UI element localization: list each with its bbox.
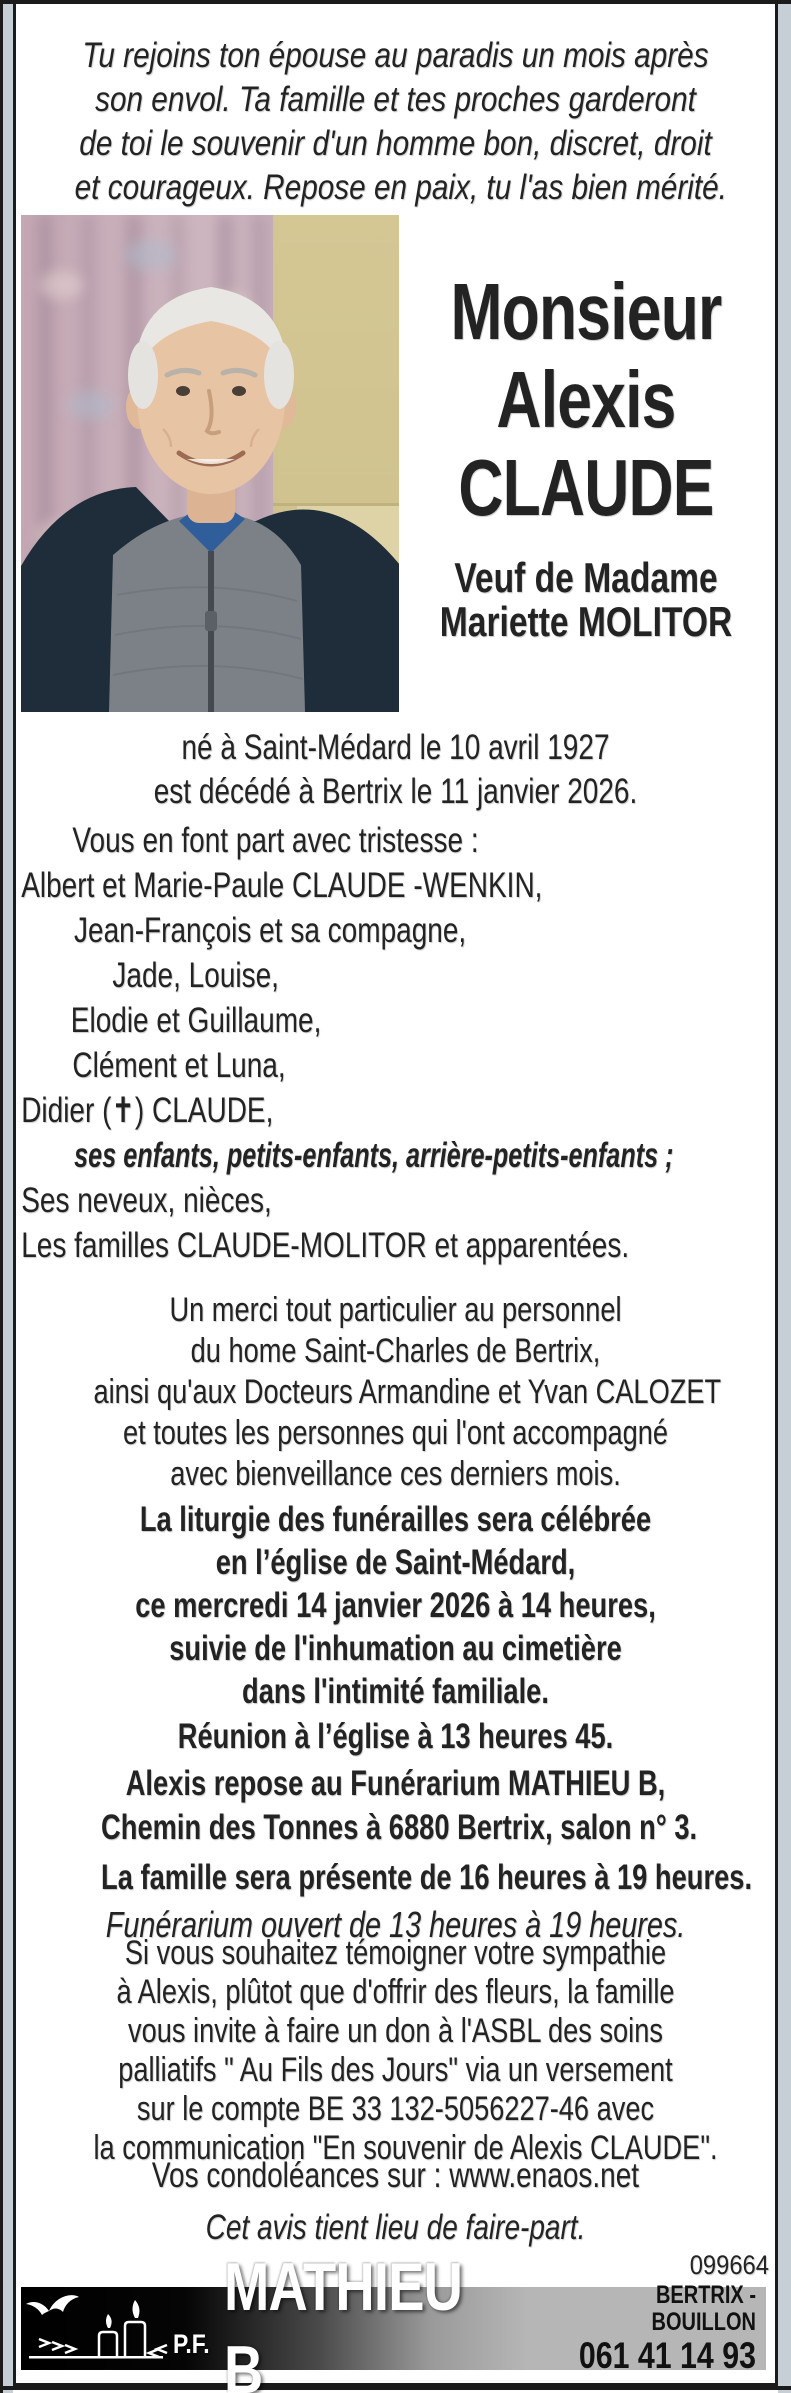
- funeral-home-logo: [21, 2287, 171, 2370]
- church-meeting-time: [18, 1717, 773, 1757]
- presence-line: La famille sera présente de 16 heures à 19 heures.: [101, 1858, 753, 1897]
- funeral-home-abbr: P.F.: [173, 2329, 210, 2359]
- condolences: [18, 2156, 773, 2196]
- faire-part-notice: [18, 2208, 773, 2248]
- meeting-line: Réunion à l’église à 13 heures 45.: [177, 1717, 614, 1756]
- flame-icon: [106, 2300, 139, 2328]
- family-line: Jean-François et sa compagne,: [74, 911, 467, 950]
- family-line: Les familles CLAUDE-MOLITOR et apparentées.: [21, 1226, 630, 1265]
- logo-baseline: [29, 2356, 163, 2359]
- liturgy-line: suivie de l'inhumation au cimetière: [169, 1629, 622, 1668]
- funeral-home-contact: [533, 2282, 756, 2376]
- reference-value: 099664: [689, 2250, 769, 2280]
- family-line: Ses neveux, nièces,: [21, 1181, 272, 1220]
- funeral-home-phone: 061 41 14 93: [578, 2334, 756, 2376]
- widower-line: Mariette MOLITOR: [439, 598, 733, 645]
- laurel-icon: [39, 2339, 167, 2357]
- thanks-line: Un merci tout particulier au personnel: [169, 1291, 622, 1329]
- epitaph-line: Tu rejoins ton épouse au paradis un mois après: [82, 36, 709, 75]
- deceased-title: Monsieur: [450, 267, 722, 356]
- left-mat-border: [0, 0, 13, 2393]
- family-line: Clément et Luna,: [72, 1046, 286, 1085]
- family-intro: Vous en font part avec tristesse :: [72, 821, 479, 860]
- family-presence: [18, 1858, 773, 1898]
- donation-line: à Alexis, plûtot que d'offrir des fleurs, la famille: [116, 1973, 675, 2011]
- donation-line: la communication "En souvenir de Alexis CLAUDE".: [93, 2129, 718, 2167]
- widower-line: Veuf de Madame: [454, 554, 718, 601]
- donation-line: Si vous souhaitez témoigner votre sympathie: [124, 1934, 667, 1972]
- thanks-line: et toutes les personnes qui l'ont accompagné: [122, 1414, 669, 1452]
- deceased-first-name: Alexis: [496, 355, 676, 444]
- top-rule: [0, 0, 791, 4]
- thanks-line: du home Saint-Charles de Bertrix,: [190, 1332, 601, 1370]
- family-line: Didier (✝) CLAUDE,: [21, 1091, 274, 1130]
- epitaph-line: et courageux. Repose en paix, tu l'as bien mérité.: [74, 168, 727, 207]
- candles-icon: [99, 2322, 145, 2357]
- funeral-home-locations: BERTRIX - BOUILLON: [651, 2280, 756, 2336]
- birth-line: né à Saint-Médard le 10 avril 1927: [181, 728, 610, 767]
- family-list: [18, 818, 773, 1268]
- liturgy-line: dans l'intimité familiale.: [242, 1672, 549, 1711]
- epitaph-line: son envol. Ta famille et tes proches garderont: [95, 80, 696, 119]
- donation-line: sur le compte BE 33 132-5056227-46 avec: [136, 2090, 655, 2128]
- vital-dates: [18, 726, 773, 814]
- right-mat-border: [778, 0, 791, 2393]
- hours-line: Funérarium ouvert de 13 heures à 19 heures.: [105, 1904, 686, 1945]
- deceased-photo: [21, 215, 399, 712]
- liturgy-line: ce mercredi 14 janvier 2026 à 14 heures,: [135, 1586, 656, 1625]
- family-relations-line: ses enfants, petits-enfants, arrière-petits-enfants ;: [74, 1136, 674, 1175]
- repose-line: Chemin des Tonnes à 6880 Bertrix, salon n° 3.: [101, 1808, 698, 1847]
- thanks-line: ainsi qu'aux Docteurs Armandine et Yvan CALOZET: [93, 1373, 722, 1411]
- liturgy-line: en l’église de Saint-Médard,: [215, 1543, 576, 1582]
- donation-paragraph: [18, 1934, 773, 2168]
- liturgy-line: La liturgie des funérailles sera célébrée: [139, 1500, 652, 1539]
- condolences-website-link[interactable]: www.enaos.net: [449, 2156, 640, 2195]
- notice-line: Cet avis tient lieu de faire-part.: [205, 2208, 586, 2247]
- portrait-illustration: [21, 215, 399, 712]
- death-line: est décédé à Bertrix le 11 janvier 2026.: [153, 772, 638, 811]
- liturgy-announcement: [18, 1498, 773, 1713]
- dove-icon: [26, 2295, 79, 2315]
- family-line: Albert et Marie-Paule CLAUDE -WENKIN,: [21, 866, 543, 905]
- deceased-name-block: [400, 268, 772, 532]
- widower-block: [400, 556, 772, 644]
- thanks-line: avec bienveillance ces derniers mois.: [170, 1455, 621, 1493]
- deceased-last-name: CLAUDE: [458, 443, 714, 532]
- funeral-home-name: MATHIEU B: [224, 2248, 463, 2393]
- thanks-paragraph: [18, 1290, 773, 1495]
- condolences-label: Vos condoléances sur :: [151, 2156, 450, 2195]
- epitaph-line: de toi le souvenir d'un homme bon, discret, droit: [79, 124, 712, 163]
- family-line: Jade, Louise,: [112, 956, 279, 995]
- donation-line: palliatifs " Au Fils des Jours" via un versement: [118, 2051, 673, 2089]
- funerarium-repose: [18, 1762, 773, 1850]
- family-line: Elodie et Guillaume,: [70, 1001, 322, 1040]
- repose-line: Alexis repose au Funérarium MATHIEU B,: [125, 1764, 666, 1803]
- epitaph: [18, 34, 773, 210]
- donation-line: vous invite à faire un don à l'ASBL des soins: [128, 2012, 663, 2050]
